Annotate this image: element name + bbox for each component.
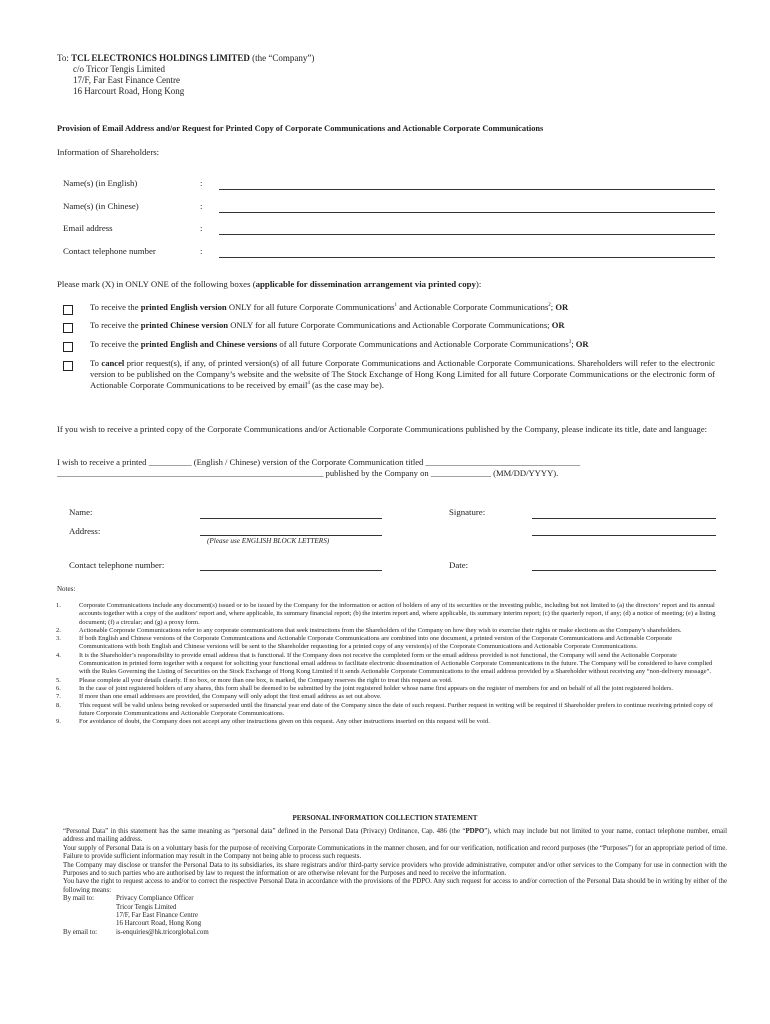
field-label-phone: Contact telephone number xyxy=(63,246,156,256)
name-english-input[interactable] xyxy=(219,189,715,190)
note-item: 6. In the case of joint registered holders of any shares, this form shall be deemed to be submitted by the joint registered holder whose name first appears on the register of members for and on behalf of all the joint registered holders. xyxy=(56,684,674,692)
note-item: 2. Actionable Corporate Communications refer to any corporate communications that seek instructions from the Shareholders of the Company on how they wish to exercise their rights or make elections as the Company’s shareholders. xyxy=(56,626,682,634)
name-signature-input[interactable] xyxy=(200,518,382,519)
notes-list xyxy=(56,602,716,726)
note-item: 1. Corporate Communications include any document(s) issued or to be issued by the Company for the information or action of holders of any of its securities or the investing public, including but not limited to (a) the directors’ report and its annual accounts together with a copy of the auditors’ report and, where applicable, its summary financial report; (b) the interim report and, where applicable, its summary interim report; (c) the quarterly report, if any; (d) a notice of meeting; (e) a listing document; (f) a circular; and (g) a proxy form. xyxy=(56,602,716,626)
note-item: 9. For avoidance of doubt, the Company does not accept any other instructions given on this request. Any other instructions inserted on this request will be void. xyxy=(56,718,490,726)
contact-phone-input[interactable] xyxy=(200,570,382,571)
field-label-email: Email address xyxy=(63,223,113,233)
note-item: 4. It is the Shareholder’s responsibility to provide email address that is functional. If the Company does not receive the completed form or the email address provided is not functional, the Company will send the Actionable Corporate Communication in printed form together with a request for soliciting your functional email address to facilitate electronic dissemination of Actionable Corporate Communications in the future. The Company will be considered to have complied with the Rules Governing the Listing of Securities on the Stock Exchange of Hong Kong Limited if it sends Actionable Corporate Communications to the email address provided by a Shareholder without receiving any “non-delivery message”. xyxy=(56,651,713,676)
pics-paragraph: The Company may disclose or transfer the Personal Data to its subsidiaries, its share registrars and/or third-party service providers who provide administrative, computer and/or other services to the Company for use in connection with the Purposes and to such parties who are authorised by law to request the information or are otherwise relevant for the Purposes and need to receive the information. xyxy=(63,861,727,878)
printed-copy-line-2: ______________________________________________________________ published by the Company on ______________ (MM/DD/YYYY). xyxy=(57,468,559,478)
signature-label: Signature: xyxy=(449,507,486,517)
pics-paragraph: Your supply of Personal Data is on a voluntary basis for the purpose of receiving Corporate Communications in the manner chosen, and for our verification, notification and record purposes (the “Purposes”) for an appropriate period of time. Failure to provide sufficient information may result in the Company not being able to process such requests. xyxy=(63,844,727,861)
option-chinese-checkbox[interactable] xyxy=(63,323,73,333)
address-label: Address: xyxy=(69,526,101,536)
note-item: 8. This request will be valid unless being revoked or superseded until the financial year end date of the Company since the date of such request. Further request in writing will be required if Shareholder prefers to continue receiving printed copy of future Corporate Communications and Actionable Corporate Communications. xyxy=(56,701,714,717)
option-english-checkbox[interactable] xyxy=(63,305,73,315)
pics-paragraph: “Personal Data” in this statement has the same meaning as “personal data” defined in the Personal Data (Privacy) Ordinance, Cap. 486 (the “PDPO”), which may include but not limited to your name, contact telephone number, email address and mailing address. xyxy=(63,828,728,844)
signature-input-line-2[interactable] xyxy=(532,535,716,536)
field-colon: : xyxy=(200,201,203,211)
field-label-name-chinese: Name(s) (in Chinese) xyxy=(63,201,139,211)
date-label: Date: xyxy=(449,560,469,570)
recipient-line: To: TCL ELECTRONICS HOLDINGS LIMITED (the “Company”) xyxy=(57,53,315,63)
name-chinese-input[interactable] xyxy=(219,212,715,213)
address-input[interactable] xyxy=(200,535,382,536)
note-item: 5. Please complete all your details clearly. If no box, or more than one box, is marked, the Company reserves the right to treat this request as void. xyxy=(56,676,453,684)
form-title: Provision of Email Address and/or Request for Printed Copy of Corporate Communications and Actionable Corporate Communications xyxy=(57,124,544,133)
field-label-name-english: Name(s) (in English) xyxy=(63,178,138,188)
option-english-label: To receive the printed English version ONLY for all future Corporate Communications$^1$ and Actionable Corporate Communications$^2$; OR xyxy=(90,302,569,312)
phone-input[interactable] xyxy=(219,257,715,258)
option-bilingual-checkbox[interactable] xyxy=(63,342,73,352)
recipient-block xyxy=(57,53,314,97)
printed-copy-intro: If you wish to receive a printed copy of the Corporate Communications and/or Actionable Corporate Communications published by the Company, please indicate its title, date and language: xyxy=(57,424,708,434)
address-hint: (Please use ENGLISH BLOCK LETTERS) xyxy=(207,537,330,545)
field-colon: : xyxy=(200,246,203,256)
option-bilingual-label: To receive the printed English and Chinese versions of all future Corporate Communications and Actionable Corporate Communications$^3$; OR xyxy=(90,339,589,349)
option-cancel-label: To cancel prior request(s), if any, of printed version(s) of all future Corporate Communications and Actionable Corporate Communications. Shareholders will refer to the electronic version to be published on the Company’s website and the website of The Stock Exchange of Hong Kong Limited for all future Corporate Communications or the electronic form of Actionable Corporate Communications to be received by email$^4$ (as the case may be). xyxy=(90,358,715,390)
option-chinese-label: To receive the printed Chinese version ONLY for all future Corporate Communications and Actionable Corporate Communications; OR xyxy=(90,320,565,330)
mail-contact: By mail to: Privacy Compliance Officer Tricor Tengis Limited 17/F, Far East Finance Centre 16 Harcourt Road, Hong Kong xyxy=(63,895,202,928)
contact-email-link[interactable]: is-enquiries@hk.tricorglobal.com xyxy=(116,928,209,936)
date-input[interactable] xyxy=(532,570,716,571)
note-item: 7. If more than one email addresses are provided, the Company will only adopt the first email address as set out above. xyxy=(56,693,382,701)
option-cancel-checkbox[interactable] xyxy=(63,361,73,371)
company-name: TCL ELECTRONICS HOLDINGS LIMITED xyxy=(71,53,250,63)
note-item: 3. If both English and Chinese versions of the Corporate Communications and Actionable Corporate Communications are combined into one document, a printed version of the Corporate Communications and Actionable Corporate Communications with both English and Chinese versions will be sent to the Shareholder requesting for a printed copy of any version(s) of the Corporate Communications and Actionable Corporate Communications. xyxy=(56,635,672,651)
company-address: c/o Tricor Tengis Limited 17/F, Far East Finance Centre 16 Harcourt Road, Hong Kong xyxy=(73,64,185,96)
mark-instruction: Please mark (X) in ONLY ONE of the following boxes (applicable for dissemination arrangement via printed copy): xyxy=(57,279,482,289)
pics-body xyxy=(63,828,727,937)
printed-copy-line-1: I wish to receive a printed __________ (English / Chinese) version of the Corporate Communication titled ____________________________________ xyxy=(57,457,581,467)
field-colon: : xyxy=(200,223,203,233)
email-input[interactable] xyxy=(219,234,715,235)
phone-label: Contact telephone number: xyxy=(69,560,165,570)
field-colon: : xyxy=(200,178,203,188)
shareholder-section-heading: Information of Shareholders: xyxy=(57,147,160,157)
pics-heading: PERSONAL INFORMATION COLLECTION STATEMENT xyxy=(292,814,478,822)
pics-paragraph: You have the right to request access to and/or to correct the respective Personal Data in accordance with the provisions of the PDPO. Any such request for access to and/or correction of the Personal Data should be in writing by either of the following means: xyxy=(63,878,727,894)
email-contact: By email to: is-enquiries@hk.tricorglobal.com xyxy=(63,928,209,936)
company-alias: (the “Company”) xyxy=(252,53,315,63)
signature-input[interactable] xyxy=(532,518,716,519)
notes-heading: Notes: xyxy=(57,585,76,593)
name-label: Name: xyxy=(69,507,93,517)
